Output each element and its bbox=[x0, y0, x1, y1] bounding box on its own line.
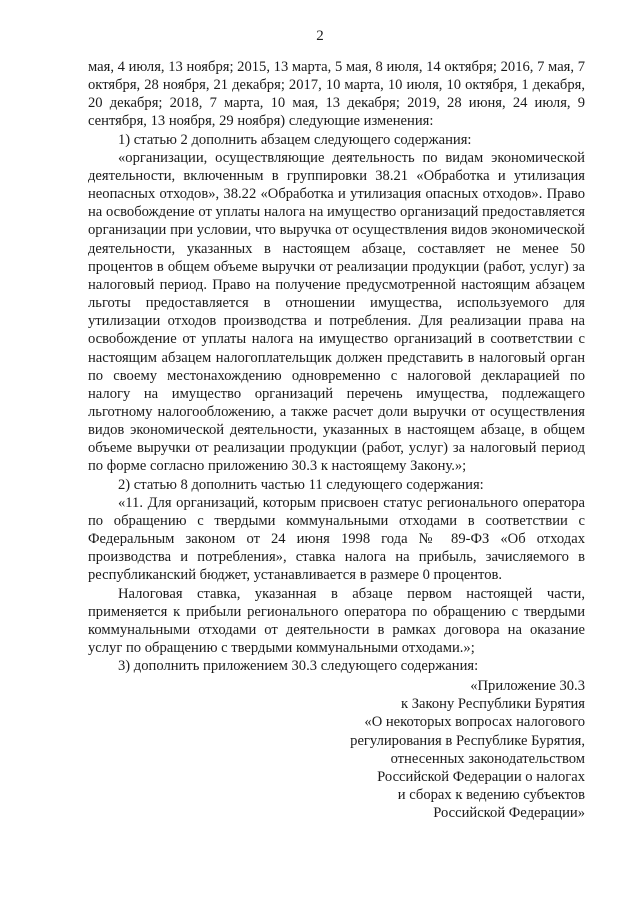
page-number: 2 bbox=[316, 28, 324, 44]
paragraph-amendment-dates: мая, 4 июля, 13 ноября; 2015, 13 марта, 5 мая, 8 июля, 14 октября; 2016, 7 мая, 7 октября, 28 ноября, 21 декабря; 2017, 10 марта, 10 июля, 10 октября, 1 декабря, 20 декабря; 2018, 7 марта, 10 мая, 13 декабря; 2019, 28 июня, 24 июля, 9 сентября, 13 ноября, 29 ноября) следующие изменения: bbox=[88, 59, 585, 130]
appendix-line: к Закону Республики Бурятия bbox=[400, 696, 585, 713]
paragraph-item-3-heading: 3) дополнить приложением 30.3 следующего содержания: bbox=[118, 658, 479, 675]
appendix-line: «Приложение 30.3 bbox=[470, 678, 585, 694]
appendix-line: «О некоторых вопросах налогового bbox=[364, 714, 585, 731]
paragraph-item-2-part-11: «11. Для организаций, которым присвоен статус регионального оператора по обращению с твердыми коммунальными отходами в соответствии с Федеральным законом от 24 июня 1998 года № 89-ФЗ «Об отходах производства и потребления», ставка налога на прибыль, зачисляемого в республиканский бюджет, устанавливается в размере 0 процентов. bbox=[88, 494, 585, 584]
paragraph-item-2-heading: 2) статью 8 дополнить частью 11 следующего содержания: bbox=[118, 476, 484, 493]
appendix-line: регулирования в Республике Бурятия, bbox=[350, 732, 585, 749]
appendix-line: Российской Федерации о налогах bbox=[377, 769, 585, 786]
document-body bbox=[88, 58, 585, 675]
appendix-line: и сборах к ведению субъектов bbox=[397, 787, 585, 804]
appendix-line: Российской Федерации» bbox=[433, 805, 585, 822]
appendix-line: отнесенных законодательством bbox=[390, 750, 585, 767]
paragraph-item-1-heading: 1) статью 2 дополнить абзацем следующего содержания: bbox=[118, 131, 472, 148]
paragraph-item-2-tax-rate: Налоговая ставка, указанная в абзаце первом настоящей части, применяется к прибыли регионального оператора по обращению с твердыми коммунальными отходами от деятельности в рамках договора на оказание услуг по обращению с твердыми коммунальными отходами.»; bbox=[88, 585, 585, 656]
appendix-heading-block bbox=[285, 677, 585, 823]
paragraph-item-1-text: «организации, осуществляющие деятельность по видам экономической деятельности, включенным в группировки 38.21 «Обработка и утилизация неопасных отходов», 38.22 «Обработка и утилизация опасных отходов». Право на освобождение от уплаты налога на имущество организаций предоставляется организации при условии, что выручка от осуществления видов экономической деятельности, указанных в настоящем абзаце, составляет не менее 50 процентов в общем объеме выручки от реализации продукции (работ, услуг) за налоговый период. Право на получение предусмотренной настоящим абзацем льготы предоставляется в отношении имущества, используемого для утилизации отходов производства и потребления. Для реализации права на освобождение от уплаты налога на имущество организаций в соответствии с настоящим абзацем налогоплательщик должен представить в налоговый орган по своему местонахождению одновременно с налоговой декларацией по налогу на имущество организаций перечень имущества, подлежащего льготному налогообложению, а также расчет доли выручки от осуществления видов экономической деятельности, указанных в настоящем абзаце, в общем объеме выручки от реализации продукции (работ, услуг) за налоговый период по форме согласно приложению 30.3 к настоящему Закону.»; bbox=[88, 149, 585, 475]
